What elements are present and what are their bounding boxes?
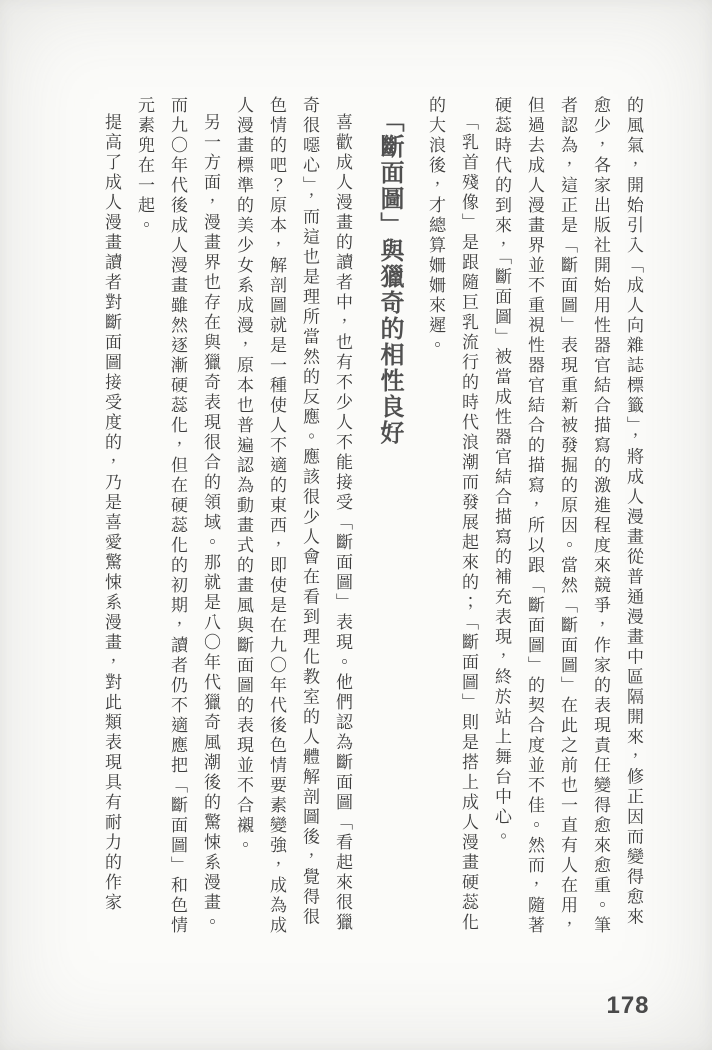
page-text-block bbox=[95, 96, 650, 942]
paragraph: 的風氣，開始引入「成人向雜誌標籤」，將成人漫畫從普通漫畫中區隔開來，修正因而變得愈來愈少，各家出版社開始用性器官結合描寫的激進程度來競爭，作家的表現責任變得愈來愈重。筆者認為，這正是「斷面圖」表現重新被發掘的原因。當然「斷面圖」在此之前也一直有人在用，但過去成人漫畫界並不重視性器官結合的描寫，所以跟「斷面圖」的契合度並不佳。然而，隨著硬蕊時代的到來，「斷面圖」被當成性器官結合描寫的補充表現，終於站上舞台中心。 bbox=[492, 96, 643, 936]
paragraph: 另一方面，漫畫界也存在與獵奇表現很合的領域。那就是八〇年代獵奇風潮後的驚悚系漫畫。而九〇年代後成人漫畫雖然逐漸硬蕊化，但在硬蕊化的初期，讀者仍不適應把「斷面圖」和色情元素兜在一起。 bbox=[135, 96, 220, 936]
paragraph: 提高了成人漫畫讀者對斷面圖接受度的，乃是喜愛驚悚系漫畫，對此類表現具有耐力的作家 bbox=[102, 113, 121, 913]
section-heading: 「斷面圖」與獵奇的相性良好 bbox=[376, 108, 402, 446]
page-number: 178 bbox=[606, 992, 650, 1019]
paragraph: 喜歡成人漫畫的讀者中，也有不少人不能接受「斷面圖」表現。他們認為斷面圖「看起來很獵奇很噁心」，而這也是理所當然的反應。應該很少人會在看到理化教室的人體解剖圖後，覺得很色情的吧？原本，解剖圖就是一種使人不適的東西，即使是在九〇年代後色情要素變強，成為成人漫畫標準的美少女系成漫，原本也普遍認為動畫式的畫風與斷面圖的表現並不合襯。 bbox=[234, 96, 352, 936]
paragraph: 「乳首殘像」是跟隨巨乳流行的時代浪潮而發展起來的；「斷面圖」則是搭上成人漫畫硬蕊化的大浪後，才總算姍姍來遲。 bbox=[426, 96, 478, 933]
